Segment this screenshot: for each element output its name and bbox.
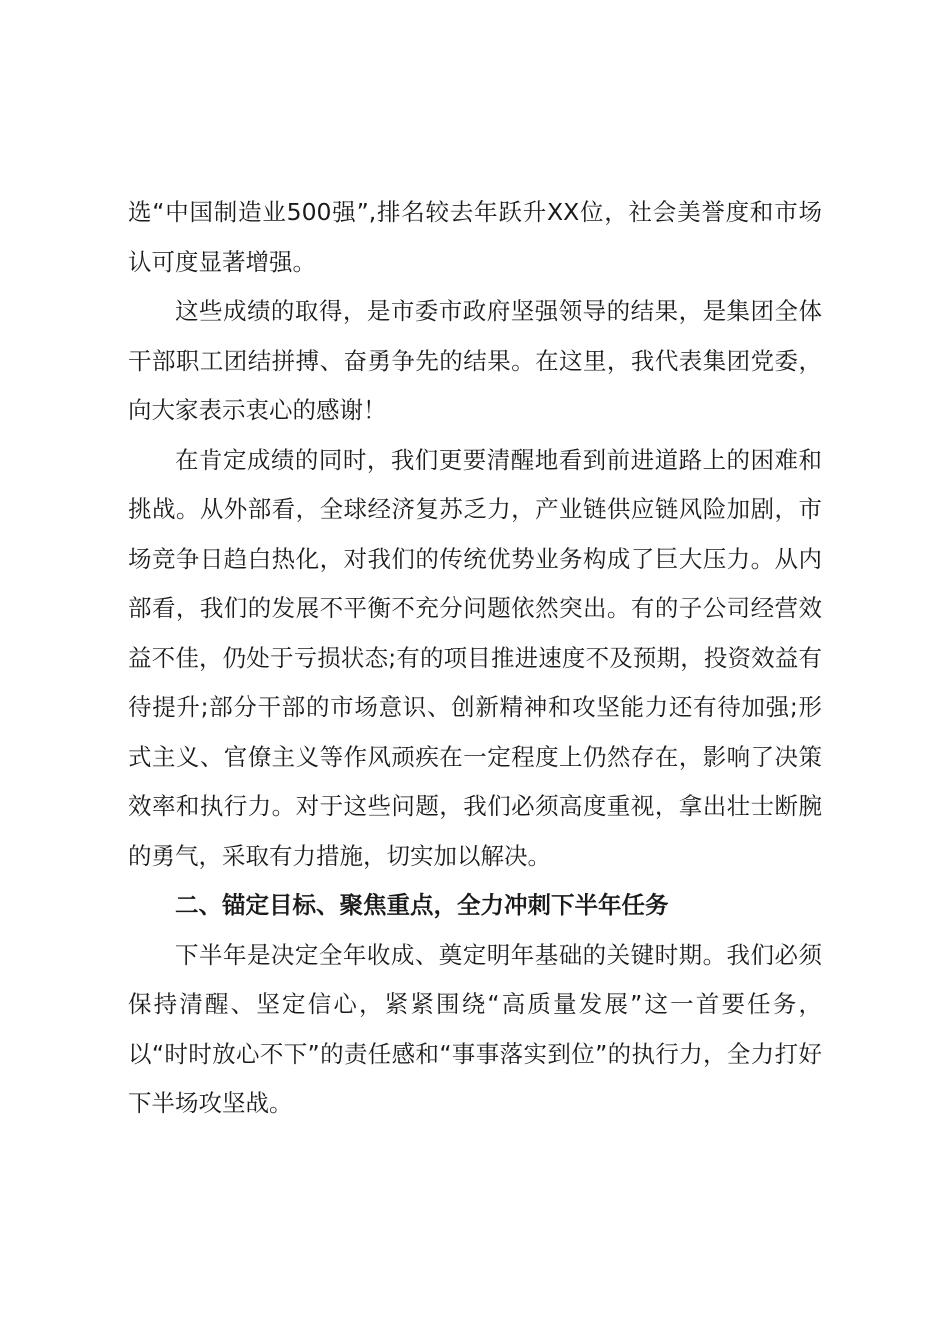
document-body [128,188,822,1129]
paragraph-continuation: 选“中国制造业500强”,排名较去年跃升XX位，社会美誉度和市场认可度显著增强。 [128,198,822,276]
paragraph-achievements-credit: 这些成绩的取得，是市委市政府坚强领导的结果，是集团全体干部职工团结拼搏、奋勇争先的结果。在这里，我代表集团党委，向大家表示衷心的感谢！ [128,297,822,424]
paragraph-second-half-goals: 下半年是决定全年收成、奠定明年基础的关键时期。我们必须保持清醒、坚定信心，紧紧围绕“高质量发展”这一首要任务，以“时时放心不下”的责任感和“事事落实到位”的执行力，全力打好下半场攻坚战。 [128,940,822,1117]
paragraph-challenges: 在肯定成绩的同时，我们更要清醒地看到前进道路上的困难和挑战。从外部看，全球经济复苏乏力，产业链供应链风险加剧，市场竞争日趋白热化，对我们的传统优势业务构成了巨大压力。从内部看，我们的发展不平衡不充分问题依然突出。有的子公司经营效益不佳，仍处于亏损状态;有的项目推进速度不及预期，投资效益有待提升;部分干部的市场意识、创新精神和攻坚能力还有待加强;形式主义、官僚主义等作风顽疾在一定程度上仍然存在，影响了决策效率和执行力。对于这些问题，我们必须高度重视，拿出壮士断腕的勇气，采取有力措施，切实加以解决。 [128,445,822,870]
section-heading: 二、锚定目标、聚焦重点，全力冲刺下半年任务 [175,891,669,919]
